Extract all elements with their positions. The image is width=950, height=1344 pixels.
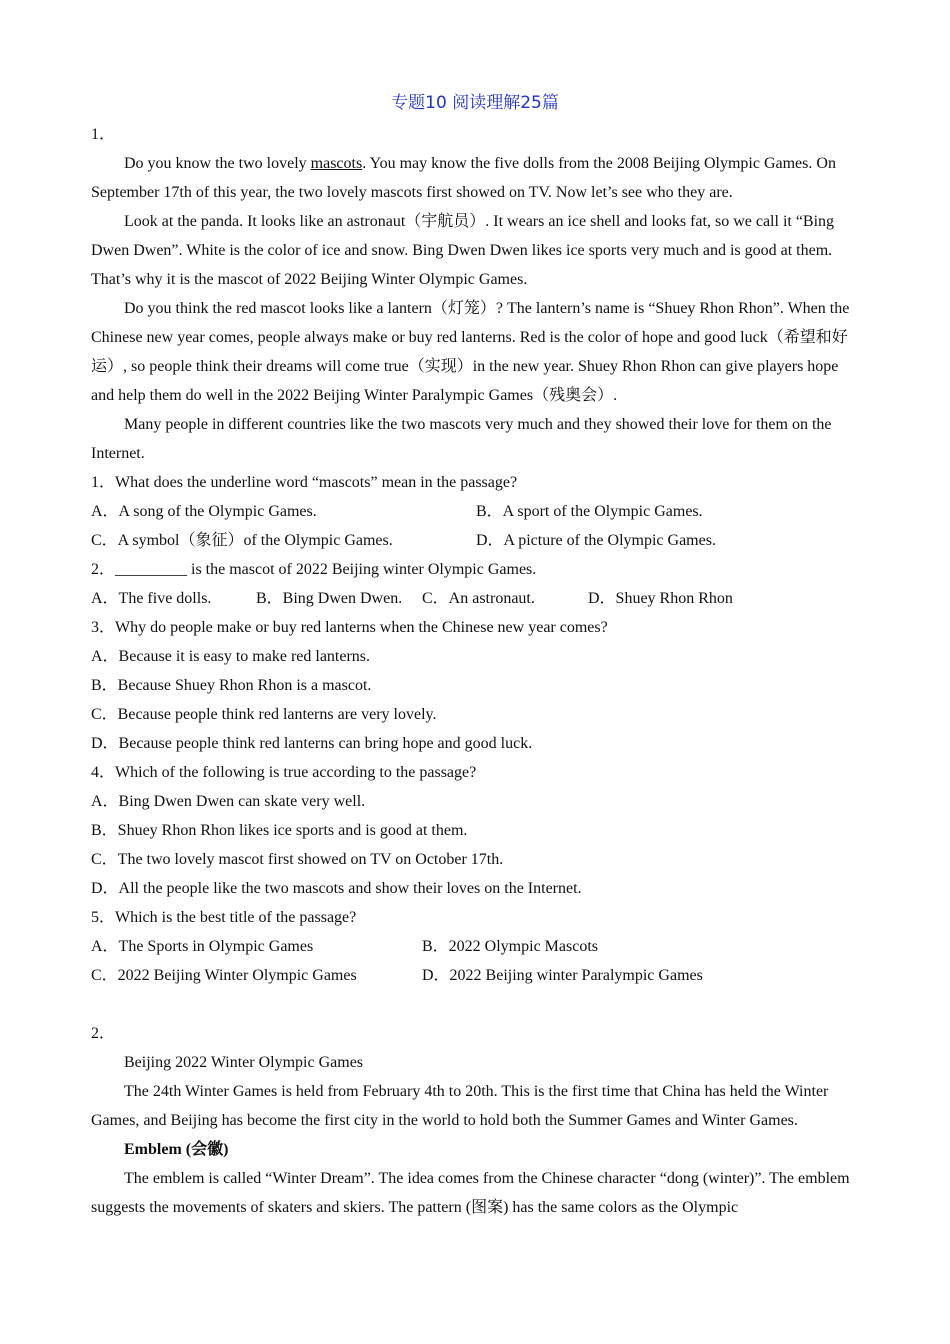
paragraph-text: Do you know the two lovely — [124, 155, 311, 172]
document-body — [91, 120, 861, 1222]
option: C．The two lovely mascot first showed on TV on October 17th. — [91, 851, 504, 868]
question: 3．Why do people make or buy red lanterns when the Chinese new year comes? — [91, 619, 608, 636]
option: D．2022 Beijing winter Paralympic Games — [422, 967, 703, 984]
option-row — [91, 497, 861, 526]
passage-paragraph: Look at the panda. It looks like an astronaut（宇航员）. It wears an ice shell and looks fat, so we call it “Bing Dwen Dwen”. White is the color of ice and snow. Bing Dwen Dwen likes ice sports very much and is good at them. That’s why it is the mascot of 2022 Beijing Winter Olympic Games. — [91, 213, 835, 288]
paragraph-text: . You may know the five dolls from the 2008 Beijing Olympic Games. On September 17th of this year, the two lovely mascots first showed on TV. Now let’s see who they are. — [91, 155, 836, 201]
section-spacer — [91, 990, 861, 1019]
option: A．A song of the Olympic Games. — [91, 503, 317, 520]
option: D．Shuey Rhon Rhon — [588, 590, 733, 607]
option: A．Bing Dwen Dwen can skate very well. — [91, 793, 366, 810]
option: C．An astronaut. — [422, 590, 535, 607]
option-row — [91, 932, 861, 961]
question: 1．What does the underline word “mascots” mean in the passage? — [91, 474, 518, 491]
option-row — [91, 584, 861, 613]
option-row — [91, 961, 861, 990]
option: B．A sport of the Olympic Games. — [476, 503, 703, 520]
option: A．The Sports in Olympic Games — [91, 938, 314, 955]
section-heading-text: Emblem (会徽) — [124, 1141, 229, 1158]
option: D．All the people like the two mascots and show their loves on the Internet. — [91, 880, 582, 897]
passage-paragraph: The 24th Winter Games is held from February 4th to 20th. This is the first time that China has held the Winter Games, and Beijing has become the first city in the world to hold both the Summer Games and Winter Games. — [91, 1083, 829, 1129]
question: 2．_________ is the mascot of 2022 Beijing winter Olympic Games. — [91, 561, 537, 578]
option: B．2022 Olympic Mascots — [422, 938, 598, 955]
option: D．Because people think red lanterns can bring hope and good luck. — [91, 735, 533, 752]
passage-number: 2． — [91, 1025, 116, 1042]
passage-number: 1． — [91, 126, 116, 143]
passage-paragraph: Many people in different countries like the two mascots very much and they showed their love for them on the Internet. — [91, 416, 832, 462]
option: A．Because it is easy to make red lanterns. — [91, 648, 371, 665]
question: 4．Which of the following is true according to the passage? — [91, 764, 477, 781]
question: 5．Which is the best title of the passage? — [91, 909, 357, 926]
option: C．A symbol（象征）of the Olympic Games. — [91, 532, 393, 549]
passage-paragraph: Do you think the red mascot looks like a lantern（灯笼）? The lantern’s name is “Shuey Rhon Rhon”. When the Chinese new year comes, people always make or buy red lanterns. Red is the color of hope and good luck（希望和好运）, so people think their dreams will come true（实现）in the new year. Shuey Rhon Rhon can give players hope and help them do well in the 2022 Beijing Winter Paralympic Games（残奥会）. — [91, 300, 850, 404]
option: B．Because Shuey Rhon Rhon is a mascot. — [91, 677, 372, 694]
underlined-word: mascots — [310, 155, 363, 172]
option-row — [91, 526, 861, 555]
page-title: 专题10 阅读理解25篇 — [391, 93, 559, 113]
option: A．The five dolls. — [91, 590, 212, 607]
passage-heading: Beijing 2022 Winter Olympic Games — [124, 1054, 364, 1071]
option: C．2022 Beijing Winter Olympic Games — [91, 967, 357, 984]
option: D．A picture of the Olympic Games. — [476, 532, 716, 549]
passage-paragraph: The emblem is called “Winter Dream”. The idea comes from the Chinese character “dong (winter)”. The emblem suggests the movements of skaters and skiers. The pattern (图案) has the same colors as the Olympic — [91, 1170, 850, 1216]
passage-paragraph — [91, 149, 861, 207]
section-heading — [91, 1135, 861, 1164]
option: C．Because people think red lanterns are very lovely. — [91, 706, 437, 723]
option: B．Bing Dwen Dwen. — [256, 590, 403, 607]
option: B．Shuey Rhon Rhon likes ice sports and is good at them. — [91, 822, 468, 839]
